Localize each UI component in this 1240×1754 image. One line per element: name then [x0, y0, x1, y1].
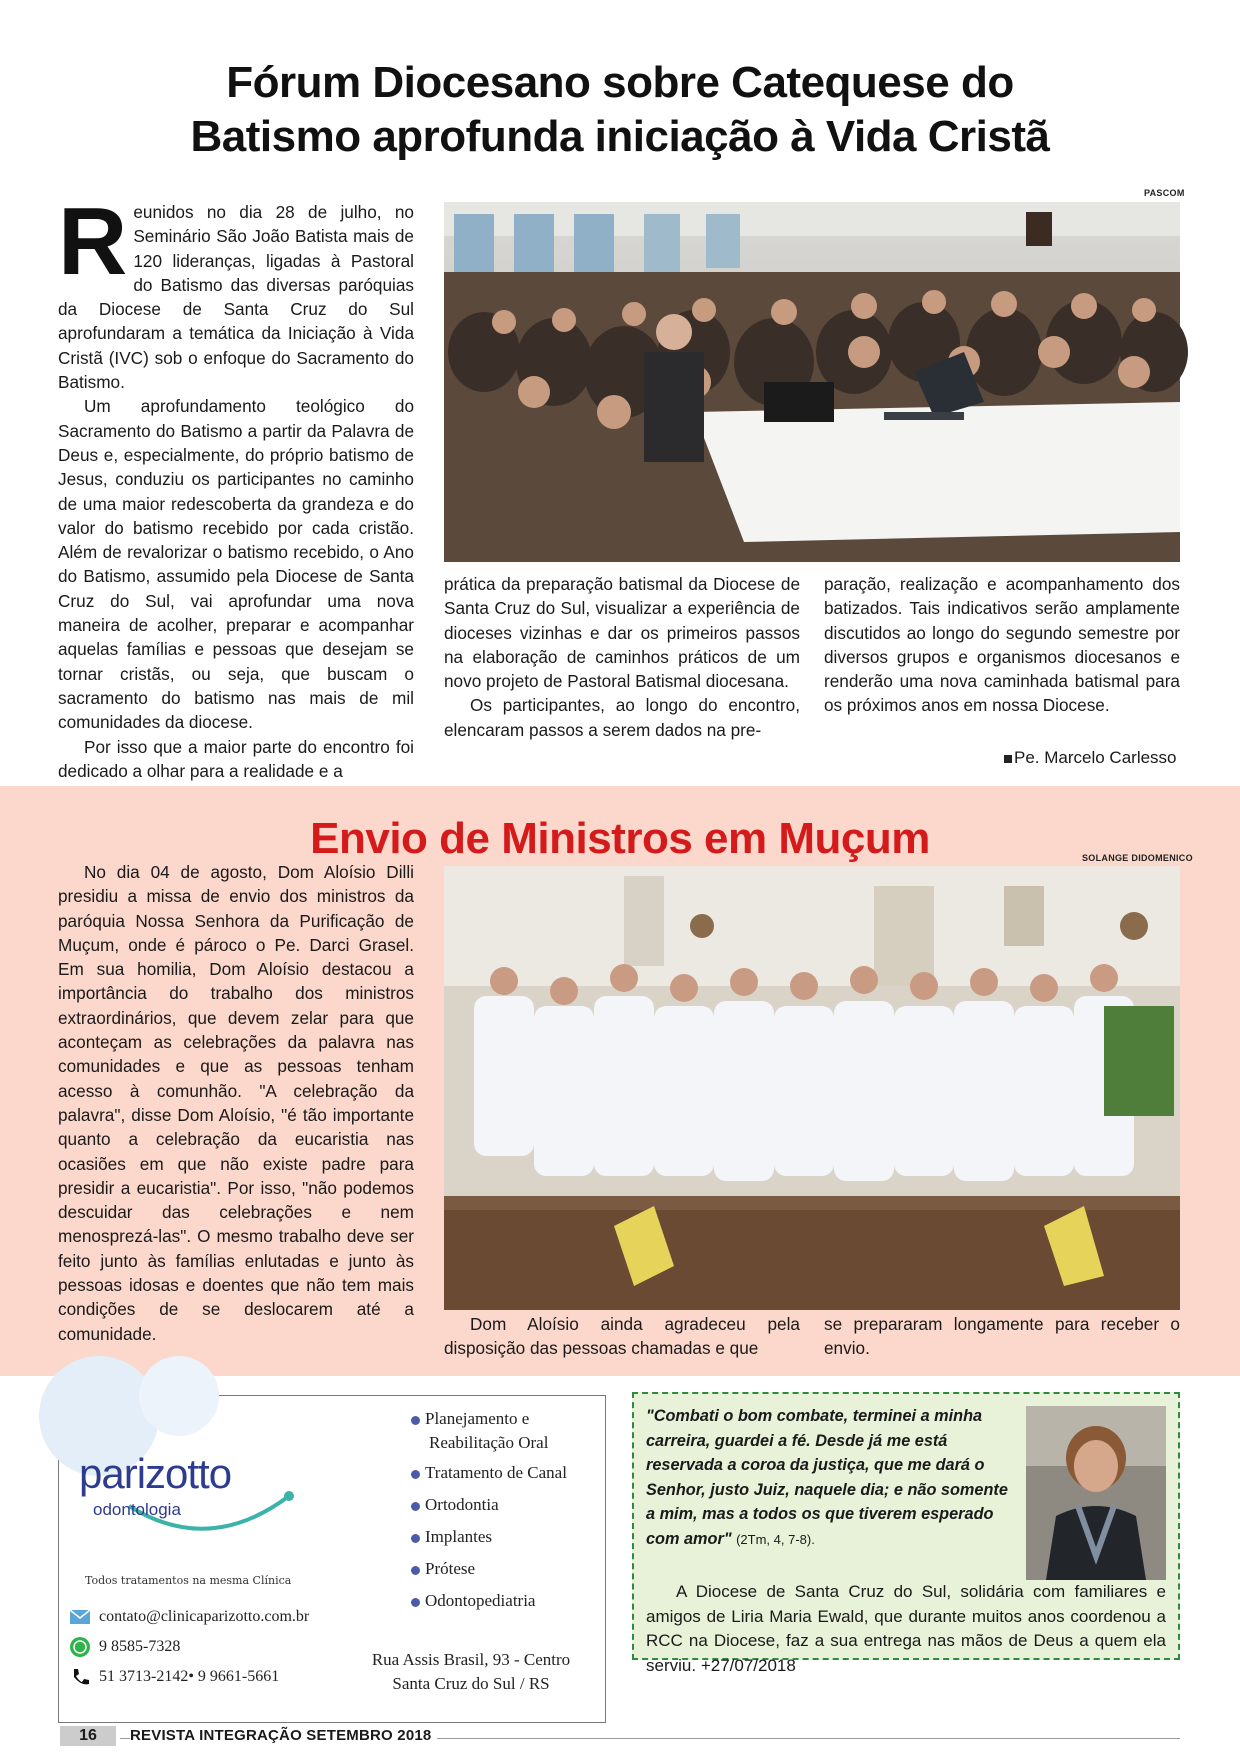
tribute-quote: [646, 1404, 1016, 1553]
ad-service-5: [411, 1558, 475, 1580]
article1-paragraph3: Por isso que a maior parte do encontro foi dedicado a olhar para a realidade e a: [58, 736, 414, 781]
ad-address: [351, 1648, 591, 1696]
article1-paragraph5: Os participantes, ao longo do encontro, elencaram passos a serem dados na pre-: [444, 695, 800, 740]
bullet-icon: [411, 1416, 420, 1425]
article2-paragraph1: No dia 04 de agosto, Dom Aloísio Dilli presidiu a missa de envio dos ministros da paróquia Nossa Senhora da Purificação de Muçum, onde é pároco o Pe. Darci Grasel. Em sua homilia, Dom Aloísio destacou a importância do trabalho dos ministros extraordinários, que devem zelar para que aconteçam as celebrações da palavra nas comunidades e que as pessoas tenham acesso à comunhão. "A celebração da palavra", disse Dom Aloísio, "é tão importante quanto a celebração da eucaristia nas ocasiões em que não existe padre para presidir a eucaristia". Por isso, "não podemos descuidar das celebrações e nem menosprezá-las". O mesmo trabalho deve ser feito junto às famílias enlutadas e junto às pessoas idosas e doentes que não tem mais condições de se deslocarem até a comunidade.: [58, 862, 414, 1344]
ad-service-label: Odontopediatria: [425, 1591, 536, 1610]
ad-email-text: contato@clinicaparizotto.com.br: [99, 1608, 310, 1625]
ad-brand-subtitle: odontologia: [93, 1500, 181, 1519]
ad-service-label: Implantes: [425, 1527, 493, 1546]
envelope-icon: [69, 1609, 91, 1625]
ad-service-4: [411, 1526, 492, 1548]
article1-paragraph6: paração, realização e acompanhamento dos batizados. Tais indicativos serão amplamente discutidos ao longo do segundo semestre por diversos grupos e organismos diocesanos e renderão uma nova caminhada batismal para os próximos anos em nossa Diocese.: [824, 574, 1180, 716]
tribute-date: +27/07/2018: [700, 1655, 796, 1675]
bullet-icon: [411, 1470, 420, 1479]
ad-service-label: Tratamento de Canal: [425, 1463, 567, 1482]
bullet-icon: [411, 1598, 420, 1607]
ad-service-1: [411, 1408, 529, 1430]
article2-column2: [444, 1312, 800, 1361]
ad-address-line1: Rua Assis Brasil, 93 - Centro: [371, 1650, 571, 1669]
article1-paragraph4: prática da preparação batismal da Diocese de Santa Cruz do Sul, visualizar a experiência de dioceses vizinhas e dar os primeiros passos na elaboração de caminhos práticos de um novo projeto de Pastoral Batismal diocesana.: [444, 574, 800, 692]
ad-tagline: Todos tratamentos na mesma Clínica: [85, 1574, 292, 1587]
article1-author: [1004, 748, 1177, 768]
author-square-icon: [1004, 755, 1012, 763]
article2-headline: Envio de Ministros em Muçum: [310, 814, 930, 863]
publication-name: REVISTA INTEGRAÇÃO SETEMBRO 2018: [130, 1727, 437, 1744]
page-number: 16: [60, 1726, 116, 1746]
article1-title-line1: Fórum Diocesano sobre Catequese do: [226, 58, 1014, 107]
dental-clinic-ad: [58, 1395, 606, 1723]
article1-column1: [58, 188, 414, 783]
article2-paragraph3: se prepararam longamente para receber o envio.: [824, 1314, 1180, 1359]
ad-service-6: [411, 1590, 535, 1612]
ad-whatsapp-text: 9 8585-7328: [99, 1638, 181, 1655]
phone-icon: [69, 1666, 91, 1688]
article1-title-line2: Batismo aprofunda iniciação à Vida Cristã: [190, 112, 1050, 161]
ad-whatsapp: [69, 1636, 180, 1658]
ad-brand-name: parizotto: [79, 1450, 232, 1497]
ad-service-2: [411, 1462, 567, 1484]
ad-service-3: [411, 1494, 499, 1516]
tribute-reference: (2Tm, 4, 7-8).: [736, 1531, 815, 1547]
article2-column3: [824, 1312, 1180, 1361]
article2-photo-credit: SOLANGE DIDOMENICO: [1082, 853, 1193, 863]
article2-column1: [58, 860, 414, 1346]
tribute-quote-text: "Combati o bom combate, terminei a minha carreira, guardei a fé. Desde já me está reservada a coroa da justiça, que me dará o Senhor, justo Juiz, naquele dia; e não somente a mim, mas a todos os que tiverem esperado com amor": [646, 1407, 1008, 1548]
dropcap-letter: R: [58, 188, 128, 295]
article1-headline: [60, 56, 1180, 164]
article1-photo-meeting: [444, 202, 1180, 562]
article2-photo-ministers: [444, 866, 1180, 1310]
bullet-icon: [411, 1566, 420, 1575]
ad-phone: [69, 1666, 279, 1688]
article1-column2: [444, 572, 800, 742]
ad-address-line2: Santa Cruz do Sul / RS: [392, 1674, 550, 1693]
bullet-icon: [411, 1534, 420, 1543]
bullet-icon: [411, 1502, 420, 1511]
ad-email: [69, 1608, 309, 1626]
tribute-box: [632, 1392, 1180, 1675]
ad-service-label: Planejamento e: [425, 1409, 530, 1428]
whatsapp-icon: [69, 1636, 91, 1658]
ad-service-label: Reabilitação Oral: [429, 1433, 549, 1452]
ad-service-1b: [429, 1432, 548, 1454]
article1-paragraph2: Um aprofundamento teológico do Sacramento do Batismo a partir da Palavra de Deus e, especialmente, do próprio batismo de Jesus, conduziu os participantes no caminho de uma maior redescoberta da grandeza e do valor do batismo recebido por cada cristão. Além de revalorizar o batismo recebido, o Ano do Batismo, assumido pela Diocese de Santa Cruz do Sul, vai aprofundar uma nova maneira de acolher, preparar e acompanhar aquelas famílias e pessoas que desejam se tornar cristãs, ou seja, que buscam o sacramento do batismo nas mais de mil comunidades da diocese.: [58, 396, 414, 733]
ad-service-label: Ortodontia: [425, 1495, 499, 1514]
ad-phone-text: 51 3713-2142• 9 9661-5661: [99, 1668, 280, 1685]
article1-column3: [824, 572, 1180, 718]
article1-paragraph1: eunidos no dia 28 de julho, no Seminário São João Batista mais de 120 lideranças, ligadas à Pastoral do Batismo das diversas paróquias da Diocese de Santa Cruz do Sul aprofundaram a temática da Iniciação à Vida Cristã (IVC) sob o enfoque do Sacramento do Batismo.: [58, 202, 414, 393]
article2-paragraph2: Dom Aloísio ainda agradeceu pela disposição das pessoas chamadas e que: [444, 1314, 800, 1359]
tribute-portrait-photo: [1026, 1406, 1166, 1580]
article1-photo-credit: PASCOM: [1144, 188, 1185, 198]
author-name: Pe. Marcelo Carlesso: [1014, 748, 1177, 767]
tribute-body: A Diocese de Santa Cruz do Sul, solidária com familiares e amigos de Liria Maria Ewald, que durante muitos anos coordenou a RCC na Diocese, faz a sua entrega nas mãos de Deus a quem ela serviu.: [646, 1582, 1166, 1675]
tribute-text: [646, 1580, 1166, 1678]
ad-service-label: Prótese: [425, 1559, 476, 1578]
